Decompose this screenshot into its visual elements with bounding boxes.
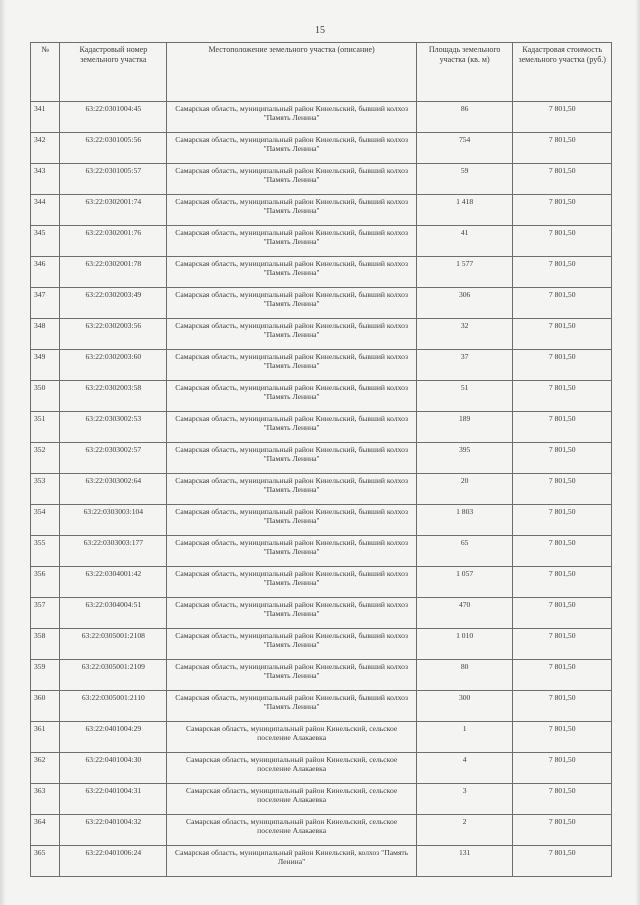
table-row: [31, 288, 612, 319]
row-cadastral-cost: 7 801,50: [513, 846, 612, 877]
scan-edge-right: [635, 0, 640, 905]
row-number: 343: [31, 164, 60, 195]
row-cadastral-cost: 7 801,50: [513, 257, 612, 288]
row-location: Самарская область, муниципальный район Кинельский, сельское поселение Алакаевка: [167, 815, 417, 846]
row-cadastral-cost: 7 801,50: [513, 226, 612, 257]
row-location: Самарская область, муниципальный район Кинельский, бывший колхоз "Память Ленина": [167, 350, 417, 381]
row-cadastral-number: 63:22:0401004:31: [60, 784, 167, 815]
row-cadastral-number: 63:22:0302003:60: [60, 350, 167, 381]
row-number: 346: [31, 257, 60, 288]
header-location: Местоположение земельного участка (описание): [167, 43, 417, 102]
row-number: 341: [31, 102, 60, 133]
row-cadastral-cost: 7 801,50: [513, 660, 612, 691]
row-cadastral-number: 63:22:0301004:45: [60, 102, 167, 133]
row-location: Самарская область, муниципальный район Кинельский, бывший колхоз "Память Ленина": [167, 660, 417, 691]
table-row: [31, 536, 612, 567]
table-row: [31, 226, 612, 257]
row-cadastral-number: 63:22:0401004:32: [60, 815, 167, 846]
row-cadastral-number: 63:22:0303002:64: [60, 474, 167, 505]
table-row: [31, 257, 612, 288]
row-area: 59: [416, 164, 512, 195]
row-number: 342: [31, 133, 60, 164]
row-number: 345: [31, 226, 60, 257]
row-cadastral-cost: 7 801,50: [513, 412, 612, 443]
row-location: Самарская область, муниципальный район Кинельский, бывший колхоз "Память Ленина": [167, 598, 417, 629]
row-location: Самарская область, муниципальный район Кинельский, бывший колхоз "Память Ленина": [167, 412, 417, 443]
row-cadastral-number: 63:22:0401004:30: [60, 753, 167, 784]
table-row: [31, 319, 612, 350]
row-cadastral-number: 63:22:0302003:49: [60, 288, 167, 319]
table-row: [31, 443, 612, 474]
row-cadastral-cost: 7 801,50: [513, 474, 612, 505]
row-location: Самарская область, муниципальный район Кинельский, колхоз "Память Ленина": [167, 846, 417, 877]
row-number: 360: [31, 691, 60, 722]
row-cadastral-number: 63:22:0302003:56: [60, 319, 167, 350]
table-row: [31, 567, 612, 598]
table-row: [31, 598, 612, 629]
row-area: 32: [416, 319, 512, 350]
row-cadastral-cost: 7 801,50: [513, 722, 612, 753]
row-area: 395: [416, 443, 512, 474]
row-location: Самарская область, муниципальный район Кинельский, бывший колхоз "Память Ленина": [167, 381, 417, 412]
table-row: [31, 815, 612, 846]
row-cadastral-cost: 7 801,50: [513, 381, 612, 412]
row-cadastral-cost: 7 801,50: [513, 629, 612, 660]
row-cadastral-number: 63:22:0305001:2110: [60, 691, 167, 722]
row-location: Самарская область, муниципальный район Кинельский, бывший колхоз "Память Ленина": [167, 536, 417, 567]
row-area: 86: [416, 102, 512, 133]
row-location: Самарская область, муниципальный район Кинельский, бывший колхоз "Память Ленина": [167, 319, 417, 350]
row-cadastral-number: 63:22:0305001:2108: [60, 629, 167, 660]
row-area: 306: [416, 288, 512, 319]
row-cadastral-cost: 7 801,50: [513, 102, 612, 133]
row-number: 357: [31, 598, 60, 629]
row-cadastral-cost: 7 801,50: [513, 164, 612, 195]
row-number: 365: [31, 846, 60, 877]
row-number: 359: [31, 660, 60, 691]
row-location: Самарская область, муниципальный район Кинельский, бывший колхоз "Память Ленина": [167, 257, 417, 288]
row-cadastral-number: 63:22:0301005:57: [60, 164, 167, 195]
row-number: 352: [31, 443, 60, 474]
table-row: [31, 722, 612, 753]
header-cadastral-cost: Кадастровая стоимость земельного участка (руб.): [513, 43, 612, 102]
row-cadastral-cost: 7 801,50: [513, 753, 612, 784]
row-number: 364: [31, 815, 60, 846]
row-location: Самарская область, муниципальный район Кинельский, бывший колхоз "Память Ленина": [167, 474, 417, 505]
table-row: [31, 505, 612, 536]
row-cadastral-cost: 7 801,50: [513, 691, 612, 722]
row-area: 1 057: [416, 567, 512, 598]
row-cadastral-number: 63:22:0302001:78: [60, 257, 167, 288]
row-number: 348: [31, 319, 60, 350]
row-area: 1 577: [416, 257, 512, 288]
row-area: 2: [416, 815, 512, 846]
row-location: Самарская область, муниципальный район Кинельский, бывший колхоз "Память Ленина": [167, 567, 417, 598]
row-area: 80: [416, 660, 512, 691]
row-area: 300: [416, 691, 512, 722]
table-row: [31, 350, 612, 381]
row-location: Самарская область, муниципальный район Кинельский, сельское поселение Алакаевка: [167, 784, 417, 815]
row-number: 353: [31, 474, 60, 505]
row-cadastral-number: 63:22:0401004:29: [60, 722, 167, 753]
header-area: Площадь земельного участка (кв. м): [416, 43, 512, 102]
row-number: 361: [31, 722, 60, 753]
row-cadastral-cost: 7 801,50: [513, 288, 612, 319]
row-area: 754: [416, 133, 512, 164]
row-cadastral-cost: 7 801,50: [513, 536, 612, 567]
row-cadastral-number: 63:22:0302001:76: [60, 226, 167, 257]
page-number: 15: [315, 25, 325, 36]
row-cadastral-number: 63:22:0304004:51: [60, 598, 167, 629]
row-cadastral-cost: 7 801,50: [513, 195, 612, 226]
row-number: 358: [31, 629, 60, 660]
row-cadastral-number: 63:22:0303002:57: [60, 443, 167, 474]
row-area: 1: [416, 722, 512, 753]
row-number: 354: [31, 505, 60, 536]
row-location: Самарская область, муниципальный район Кинельский, бывший колхоз "Память Ленина": [167, 133, 417, 164]
table-row: [31, 164, 612, 195]
row-cadastral-cost: 7 801,50: [513, 319, 612, 350]
row-number: 349: [31, 350, 60, 381]
table-body: [31, 102, 612, 877]
row-number: 351: [31, 412, 60, 443]
row-cadastral-cost: 7 801,50: [513, 505, 612, 536]
row-area: 41: [416, 226, 512, 257]
row-location: Самарская область, муниципальный район Кинельский, бывший колхоз "Память Ленина": [167, 691, 417, 722]
row-cadastral-cost: 7 801,50: [513, 350, 612, 381]
row-cadastral-number: 63:22:0304001:42: [60, 567, 167, 598]
row-cadastral-cost: 7 801,50: [513, 598, 612, 629]
row-cadastral-number: 63:22:0302001:74: [60, 195, 167, 226]
row-area: 3: [416, 784, 512, 815]
row-area: 470: [416, 598, 512, 629]
row-area: 1 803: [416, 505, 512, 536]
row-number: 347: [31, 288, 60, 319]
row-cadastral-cost: 7 801,50: [513, 784, 612, 815]
row-location: Самарская область, муниципальный район Кинельский, бывший колхоз "Память Ленина": [167, 164, 417, 195]
row-location: Самарская область, муниципальный район Кинельский, бывший колхоз "Память Ленина": [167, 226, 417, 257]
row-number: 355: [31, 536, 60, 567]
table-row: [31, 629, 612, 660]
row-location: Самарская область, муниципальный район Кинельский, бывший колхоз "Память Ленина": [167, 505, 417, 536]
table-row: [31, 691, 612, 722]
row-cadastral-cost: 7 801,50: [513, 815, 612, 846]
header-num: №: [31, 43, 60, 102]
land-plot-registry-table: [30, 42, 612, 877]
scan-edge-left: [0, 0, 6, 905]
row-location: Самарская область, муниципальный район Кинельский, бывший колхоз "Память Ленина": [167, 195, 417, 226]
row-area: 65: [416, 536, 512, 567]
row-cadastral-number: 63:22:0401006:24: [60, 846, 167, 877]
table-row: [31, 784, 612, 815]
row-area: 131: [416, 846, 512, 877]
row-number: 344: [31, 195, 60, 226]
row-number: 362: [31, 753, 60, 784]
table-row: [31, 412, 612, 443]
row-cadastral-number: 63:22:0303002:53: [60, 412, 167, 443]
row-area: 20: [416, 474, 512, 505]
row-area: 1 418: [416, 195, 512, 226]
row-location: Самарская область, муниципальный район Кинельский, бывший колхоз "Память Ленина": [167, 102, 417, 133]
row-number: 356: [31, 567, 60, 598]
row-cadastral-cost: 7 801,50: [513, 443, 612, 474]
row-number: 350: [31, 381, 60, 412]
row-cadastral-number: 63:22:0301005:56: [60, 133, 167, 164]
header-cadastral-number: Кадастровый номер земельного участка: [60, 43, 167, 102]
row-cadastral-number: 63:22:0302003:58: [60, 381, 167, 412]
row-cadastral-number: 63:22:0305001:2109: [60, 660, 167, 691]
row-area: 189: [416, 412, 512, 443]
row-number: 363: [31, 784, 60, 815]
row-area: 51: [416, 381, 512, 412]
row-location: Самарская область, муниципальный район Кинельский, бывший колхоз "Память Ленина": [167, 288, 417, 319]
table-row: [31, 660, 612, 691]
row-cadastral-number: 63:22:0303003:104: [60, 505, 167, 536]
row-location: Самарская область, муниципальный район Кинельский, сельское поселение Алакаевка: [167, 753, 417, 784]
table-row: [31, 846, 612, 877]
table-row: [31, 474, 612, 505]
row-area: 1 010: [416, 629, 512, 660]
table-row: [31, 381, 612, 412]
row-area: 4: [416, 753, 512, 784]
row-cadastral-cost: 7 801,50: [513, 133, 612, 164]
table-row: [31, 195, 612, 226]
table-header-row: [31, 43, 612, 102]
table-row: [31, 102, 612, 133]
row-location: Самарская область, муниципальный район Кинельский, бывший колхоз "Память Ленина": [167, 443, 417, 474]
row-cadastral-number: 63:22:0303003:177: [60, 536, 167, 567]
row-location: Самарская область, муниципальный район Кинельский, сельское поселение Алакаевка: [167, 722, 417, 753]
row-cadastral-cost: 7 801,50: [513, 567, 612, 598]
row-location: Самарская область, муниципальный район Кинельский, бывший колхоз "Память Ленина": [167, 629, 417, 660]
table-row: [31, 133, 612, 164]
table-row: [31, 753, 612, 784]
row-area: 37: [416, 350, 512, 381]
